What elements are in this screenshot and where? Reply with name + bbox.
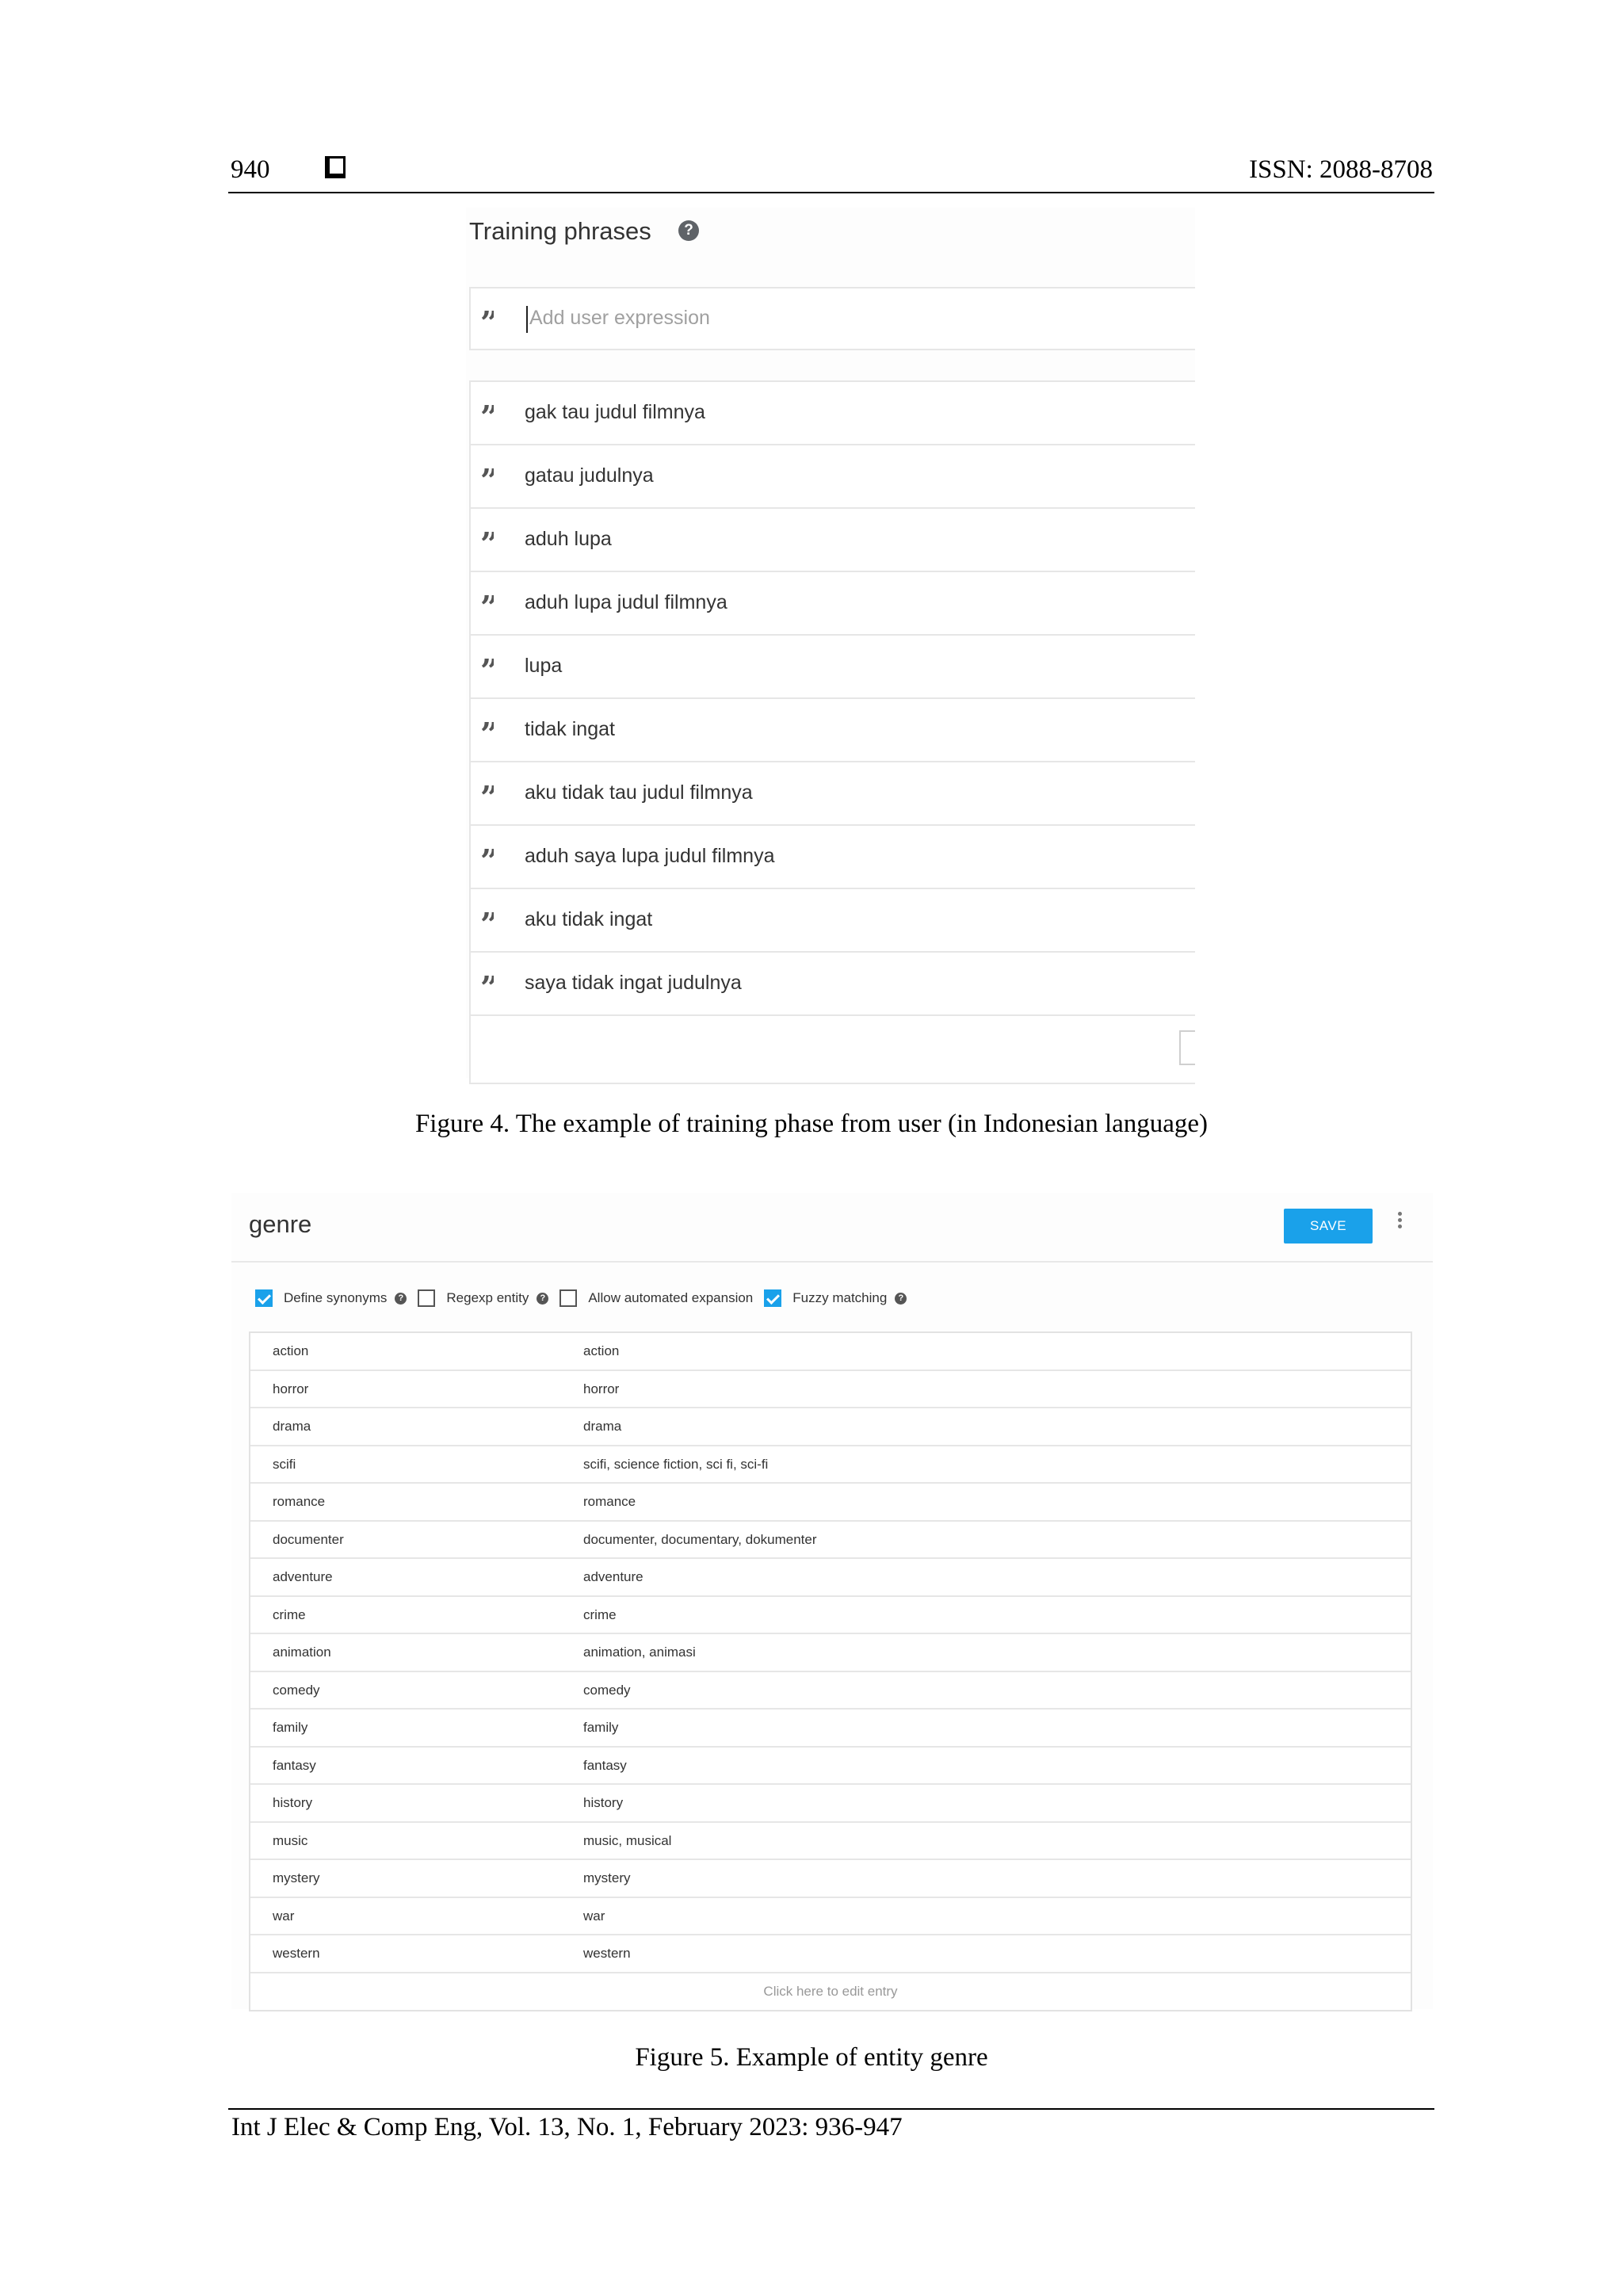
entry-synonyms: history <box>583 1795 624 1810</box>
phrase-text: tidak ingat <box>525 718 615 740</box>
entry-value: action <box>273 1343 309 1358</box>
footer-rule <box>228 2108 1434 2110</box>
entry-value: adventure <box>273 1569 333 1584</box>
question-circle-icon[interactable]: ? <box>395 1293 407 1305</box>
table-row[interactable] <box>250 1823 1411 1861</box>
entry-synonyms: fantasy <box>583 1757 627 1773</box>
quote-icon: ” <box>480 465 495 488</box>
training-phrase-row[interactable] <box>471 382 1195 445</box>
entry-value: history <box>273 1795 313 1810</box>
option-label: Define synonyms <box>284 1290 388 1305</box>
entry-synonyms: animation, animasi <box>583 1645 696 1660</box>
phrase-text: aduh saya lupa judul filmnya <box>525 845 775 867</box>
table-row[interactable] <box>250 1898 1411 1936</box>
table-row[interactable] <box>250 1446 1411 1484</box>
table-row[interactable] <box>250 1860 1411 1898</box>
entity-options <box>255 1286 918 1310</box>
table-row[interactable] <box>250 1408 1411 1446</box>
training-phrase-row[interactable] <box>471 889 1195 953</box>
entry-value: western <box>273 1946 320 1961</box>
training-phrase-row[interactable] <box>471 445 1195 509</box>
allow-automated-expansion-checkbox[interactable] <box>559 1289 577 1307</box>
training-phrase-row[interactable] <box>471 699 1195 762</box>
divider <box>231 1261 1433 1263</box>
table-row[interactable] <box>250 1672 1411 1710</box>
entry-value: fantasy <box>273 1757 316 1773</box>
entity-entries-table <box>249 1331 1412 2011</box>
phrase-text: aku tidak tau judul filmnya <box>525 781 753 804</box>
entry-value: scifi <box>273 1456 296 1472</box>
question-circle-icon[interactable]: ? <box>678 220 699 241</box>
training-phrase-list-footer <box>471 1016 1195 1083</box>
table-row[interactable] <box>250 1634 1411 1672</box>
quote-icon: ” <box>480 592 495 615</box>
entity-name: genre <box>249 1210 312 1238</box>
issn: ISSN: 2088-8708 <box>1249 155 1433 184</box>
question-circle-icon[interactable]: ? <box>895 1293 907 1305</box>
phrase-text: gatau judulnya <box>525 464 654 487</box>
entry-value: family <box>273 1720 308 1735</box>
entry-value: crime <box>273 1606 306 1622</box>
figure-5-caption: Figure 5. Example of entity genre <box>635 2043 988 2072</box>
header-rule <box>228 192 1434 193</box>
edit-entry-link[interactable]: Click here to edit entry <box>763 1983 898 1999</box>
table-row[interactable] <box>250 1559 1411 1597</box>
training-phrase-row[interactable] <box>471 953 1195 1016</box>
more-options-icon[interactable] <box>1398 1212 1403 1231</box>
question-circle-icon[interactable]: ? <box>537 1293 548 1305</box>
quote-icon: ” <box>480 719 495 742</box>
option-fuzzy-matching[interactable] <box>764 1289 907 1307</box>
quote-icon: ” <box>480 972 495 995</box>
table-row[interactable] <box>250 1597 1411 1635</box>
quote-icon: ” <box>480 402 495 425</box>
entry-synonyms: western <box>583 1946 631 1961</box>
entry-value: horror <box>273 1381 309 1396</box>
training-phrase-row[interactable] <box>471 762 1195 826</box>
entry-value: drama <box>273 1419 311 1434</box>
phrase-text: aduh lupa judul filmnya <box>525 591 727 613</box>
training-phrase-row[interactable] <box>471 636 1195 699</box>
header-box-icon <box>325 156 346 178</box>
phrase-text: aku tidak ingat <box>525 908 653 930</box>
option-label: Regexp entity <box>446 1290 529 1305</box>
entry-synonyms: drama <box>583 1419 622 1434</box>
training-phrase-list <box>469 380 1195 1084</box>
page-number: 940 <box>231 155 270 184</box>
entry-value: comedy <box>273 1682 320 1698</box>
entry-synonyms: music, musical <box>583 1832 672 1848</box>
option-define-synonyms[interactable] <box>255 1289 407 1307</box>
phrase-text: saya tidak ingat judulnya <box>525 972 742 994</box>
table-row[interactable] <box>250 1484 1411 1522</box>
table-row[interactable] <box>250 1785 1411 1823</box>
entry-value: documenter <box>273 1531 344 1547</box>
text-caret <box>526 306 528 333</box>
table-row[interactable] <box>250 1710 1411 1748</box>
entry-value: romance <box>273 1494 326 1509</box>
quote-icon: ” <box>480 529 495 552</box>
phrase-text: gak tau judul filmnya <box>525 401 705 423</box>
table-row[interactable] <box>250 1371 1411 1409</box>
entry-synonyms: family <box>583 1720 619 1735</box>
phrase-text: aduh lupa <box>525 528 612 550</box>
entry-synonyms: documenter, documentary, dokumenter <box>583 1531 817 1547</box>
entry-synonyms: comedy <box>583 1682 631 1698</box>
entry-synonyms: romance <box>583 1494 636 1509</box>
table-row[interactable] <box>250 1748 1411 1786</box>
define-synonyms-checkbox[interactable] <box>255 1289 273 1307</box>
training-phrase-row[interactable] <box>471 826 1195 889</box>
quote-icon: ” <box>480 909 495 932</box>
quote-icon: ” <box>480 846 495 869</box>
entry-value: war <box>273 1908 295 1924</box>
table-row[interactable] <box>250 1522 1411 1560</box>
entry-value: music <box>273 1832 308 1848</box>
table-row[interactable] <box>250 1935 1411 1973</box>
entry-value: animation <box>273 1645 331 1660</box>
training-phrases-title: Training phrases <box>469 217 651 245</box>
option-label: Fuzzy matching <box>792 1290 888 1305</box>
pagination-control[interactable] <box>1179 1030 1195 1065</box>
entry-synonyms: war <box>583 1908 605 1924</box>
footer-citation: Int J Elec & Comp Eng, Vol. 13, No. 1, February 2023: 936-947 <box>231 2113 903 2141</box>
training-phrase-row[interactable] <box>471 509 1195 572</box>
entry-synonyms: mystery <box>583 1870 631 1885</box>
input-placeholder: Add user expression <box>529 307 710 329</box>
entry-synonyms: scifi, science fiction, sci fi, sci-fi <box>583 1456 769 1472</box>
entry-synonyms: adventure <box>583 1569 643 1584</box>
training-phrase-row[interactable] <box>471 572 1195 636</box>
option-label: Allow automated expansion <box>588 1290 754 1305</box>
entry-synonyms: horror <box>583 1381 620 1396</box>
quote-icon: ” <box>480 308 495 330</box>
entry-value: mystery <box>273 1870 320 1885</box>
entry-synonyms: action <box>583 1343 620 1358</box>
save-button[interactable]: SAVE <box>1284 1209 1373 1244</box>
phrase-text: lupa <box>525 655 563 677</box>
figure-4-caption: Figure 4. The example of training phase from user (in Indonesian language) <box>414 1110 1209 1138</box>
figure-5-entity-genre <box>231 1193 1433 2009</box>
fuzzy-matching-checkbox[interactable] <box>764 1289 781 1307</box>
add-user-expression-input[interactable] <box>469 287 1195 350</box>
regexp-entity-checkbox[interactable] <box>418 1289 435 1307</box>
option-regexp-entity[interactable] <box>418 1289 548 1307</box>
figure-4-training-phrases <box>466 208 1195 1078</box>
option-allow-automated-expansion[interactable] <box>559 1289 753 1307</box>
quote-icon: ” <box>480 655 495 678</box>
table-row[interactable] <box>250 1333 1411 1371</box>
entry-synonyms: crime <box>583 1606 617 1622</box>
quote-icon: ” <box>480 782 495 805</box>
